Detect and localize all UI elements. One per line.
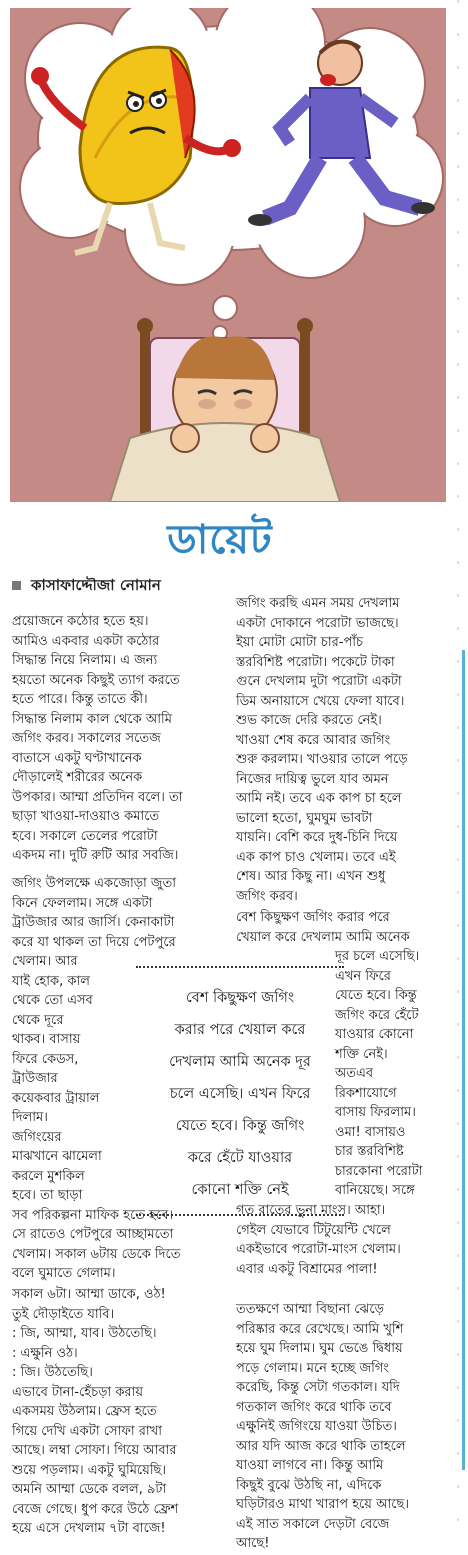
page-edge-ticks [452,0,462,1551]
text-line: শুরু করলাম। খাওয়ার তালে পড়ে [236,752,408,767]
text-line: ট্রাউজার আর জার্সি। কেনাকাটা [12,915,175,930]
text-line: এক্ষুনিই জগিংয়ে যাওয়া উচিত। [236,1419,397,1434]
text-line: সকাল ৬টা। আম্মা ডাকে, ওঠ! [12,1287,166,1302]
text-line: একসময় উঠলাম। ফ্রেস হতে [12,1404,157,1419]
text-line: আমিও একবার একটা কঠোর [12,633,160,649]
text-line: শুভ কাজে দেরি করতে নেই। [236,713,382,728]
text-line: গিয়ে দেখি একটা সোফা রাখা [12,1423,162,1439]
text-line: জগিং করছি এমন সময় দেখলাম [236,596,400,611]
text-line: এখন ফিরে [335,968,391,984]
text-line: : এক্ষুনি ওঠ। [12,1345,78,1361]
text-line: ছাড়া খাওয়া-দাওয়াও কমাতে [12,809,160,824]
text-line: অতএব [335,1066,374,1081]
text-line: বাসায় ফিরলাম। [335,1105,416,1120]
text-line: করলে মুশকিল [12,1168,85,1184]
text-line: করেছি, কিন্তু সেটা গতকাল। যদি [236,1380,400,1395]
text-line: খেয়াল করে দেখলাম আমি অনেক [236,929,410,945]
text-line: অমনি আম্মা ডেকে বলল, ৯টা [12,1482,167,1497]
text-line: আছে। লম্বা সোফা। গিয়ে আবার [12,1443,177,1458]
text-line: জগিং করব। [236,888,298,904]
text-line: ফিরে কেডস, [12,1051,79,1067]
text-line: আছে! [236,1536,270,1551]
text-line: ততক্ষণে আম্মা বিছানা ঝেড়ে [236,1302,384,1317]
text-line: ওমা! বাসায়ও [335,1124,406,1140]
text-line: থেকে তো এসব [12,993,93,1008]
text-line: গুনে দেখলাম দুটা পরোটা একটা [236,674,402,689]
text-line: সিদ্ধান্ত নিলাম কাল থেকে আমি [12,711,172,727]
pull-quote-top-rule [136,966,344,968]
col2-paragraph-2 [236,908,410,947]
article-headline: ডায়েট [167,517,273,563]
text-line: দূর চলে এসেছি। [335,949,420,964]
pull-quote-line: কোনো শক্তি নেই [191,1182,289,1198]
text-line: যায়নি। বেশি করে দুধ-চিনি দিয়ে [236,830,398,845]
text-line: জগিং করব। সকালের সতেজ [12,731,161,746]
text-line: জগিং করে হেঁটে [335,1007,419,1023]
text-line: করে যা থাকল তা দিয়ে পেটপুরে [12,934,176,950]
bed-scene [110,318,340,502]
text-line: যেতে হবে। কিন্তু [335,988,417,1003]
pull-quote [136,982,344,1206]
text-line: খেলাম। আর [12,954,78,969]
text-line: নিজের দায়িত্ব ভুলে যাব অমন [236,771,389,787]
text-line: ডিম অনায়াসে খেয়ে ফেলা যাবে। [236,693,405,709]
text-line: হয়তো অনেক কিছুই ত্যাগ করতে [12,672,180,688]
text-line: সে রাতেও পেটপুরে আচ্ছামতো [12,1227,174,1242]
text-line: থাকব। বাসায় [12,1032,81,1047]
text-line: মাঝখানে ঝামেলা [12,1149,102,1164]
text-line: বেজে গেছে। ধুপ করে উঠে ফ্রেশ [12,1501,179,1517]
page-edge-border [452,0,462,1551]
text-line: স্তরবিশিষ্ট পরোটা। পকেটে টাকা [236,654,395,670]
col2-paragraph-3 [236,1300,409,1554]
text-line: এবার একটু বিশ্রামের পালা! [236,1261,378,1277]
text-line: বানিয়েছে। সঙ্গে [335,1183,415,1198]
col1-paragraph-1 [12,612,183,866]
text-line: দৌড়ালেই শরীরের অনেক [12,770,143,785]
text-line: হয়ে ঘুম দিলাম। ঘুম ভেঙে দ্বিধায় [236,1341,403,1356]
text-line: হবে। সকালে তেলের পরোটা [12,828,158,844]
text-line: কিনে ফেললাম। সঙ্গে একটা [12,895,153,911]
text-line: এভাবে টানা-হেঁচড়া করায় [12,1384,143,1400]
text-line: দিলাম। [12,1110,48,1125]
cartoon-drawing [10,8,446,502]
text-line: যাওয়ার কোনো [335,1027,414,1042]
text-line: জগিংয়ের [12,1129,62,1145]
text-line: খাওয়া শেষ করে আবার জগিং [236,732,391,748]
text-line: সিদ্ধান্ত নিয়ে নিলাম। এ জন্য [12,653,158,668]
col1-paragraph-3 [12,1285,178,1539]
col2-paragraph-1 [236,594,407,906]
cartoon-illustration [10,8,446,502]
text-line: তুই দৌড়াইতে যাবি। [12,1306,115,1322]
text-line: জগিং উপলক্ষে একজোড়া জুতা [12,876,177,891]
text-line: বলে ঘুমাতে গেলাম। [12,1266,116,1281]
text-line: গত রাতের ভুনা মাংস। আহা। [236,1203,386,1218]
text-line: একদম না। দুটি রুটি আর সবজি। [12,848,179,863]
text-line: শুয়ে পড়লাম। একটু ঘুমিয়েছি। [12,1462,167,1478]
text-line: গতকাল জগিং করে থাকি তবে [236,1399,392,1415]
text-line: হবে। তা ছাড়া [12,1188,83,1203]
text-line: সব পরিকল্পনা মাফিক হতে হবে। [12,1207,174,1223]
pull-quote-line: দেখলাম আমি অনেক দূর [169,1054,311,1070]
text-line: একইভাবে পরোটা-মাংস খেলাম। [236,1242,401,1257]
text-line: হতে পারে। কিন্তু তাতে কী। [12,692,148,707]
text-line: ভালো হতো, ঘুমঘুম ভাবটা [236,810,373,826]
text-line: প্রয়োজনে কঠোর হতে হয়। [12,614,149,629]
text-line: শক্তি নেই। [335,1046,388,1062]
author-name: কাসাফাদ্দৌজা নোমান [31,576,161,594]
text-line: ঘড়িটারও মাথা খারাপ হয়ে আছে। [236,1497,409,1512]
text-line: : জি। উঠতেছি। [12,1365,93,1380]
text-line: গেইল যেভাবে টিটুয়েন্টি খেলে [236,1222,391,1238]
text-line: কয়েকবার ট্রায়াল [12,1090,100,1106]
text-line: পড়ে গেলাম। মনে হচ্ছে জগিং [236,1360,390,1376]
pull-quote-bottom-rule [136,1214,344,1216]
pull-quote-line: চলে এসেছি। এখন ফিরে [169,1086,311,1102]
col2-paragraph-2-narrow [335,947,423,1201]
blue-margin-rule [462,650,465,1470]
text-line: আর যদি আজ করে থাকি তাহলে [236,1438,406,1454]
text-line: হয়ে এসে দেখলাম ৭টা বাজে! [12,1521,166,1536]
text-line: বেশ কিছুক্ষণ জগিং করার পরে [236,910,390,925]
text-line: আমি নই। তবে এক কাপ চা হলে [236,791,402,806]
text-line: যাওয়া লাগবে না। কিন্তু আমি [236,1458,384,1473]
text-line: একটা দোকানে পরোটা ভাজছে। [236,615,399,631]
text-line: এক কাপ চাও খেলাম। তবে এই [236,849,396,865]
text-line: পরিষ্কার করে রেখেছে। আমি খুশি [236,1321,404,1337]
pull-quote-line: বেশ কিছুক্ষণ জগিং [185,990,295,1006]
text-line: কিছুই বুঝে উঠছি না, এদিকে [236,1477,382,1493]
pull-quote-line: যেতে হবে। কিন্তু জগিং [175,1118,305,1134]
text-line: ট্রাউজার [12,1071,58,1086]
byline-bullet-icon [12,581,21,590]
text-line: যাই হোক, কাল [12,973,90,989]
text-line: চার স্তরবিশিষ্ট [335,1144,404,1159]
col2-paragraph-2-after [236,1201,401,1279]
text-line: চারকোনা পরোটা [335,1163,423,1179]
text-line: খেলাম। সকাল ৬টায় ডেকে দিতে [12,1246,181,1262]
text-line: : জি, আম্মা, যাব। উঠতেছি। [12,1326,157,1341]
text-line: ইয়া মোটা মোটা চার-পাঁচ [236,635,364,650]
text-line: উপকার। আম্মা প্রতিদিন বলে। তা [12,789,183,805]
pull-quote-line: করে হেঁটে যাওয়ার [187,1150,293,1166]
text-line: রিকশাযোগে [335,1085,397,1101]
text-line: এই সাত সকালে দেড়টা বেজে [236,1516,390,1532]
text-line: বাতাসে একটু ঘণ্টাখানেক [12,750,142,766]
pull-quote-line: করার পরে খেয়াল করে [174,1022,306,1038]
text-line: থেকে দূরে [12,1012,64,1028]
author-byline [12,574,161,599]
text-line: শেষ। আর কিছু না। এখন শুধু [236,869,386,884]
